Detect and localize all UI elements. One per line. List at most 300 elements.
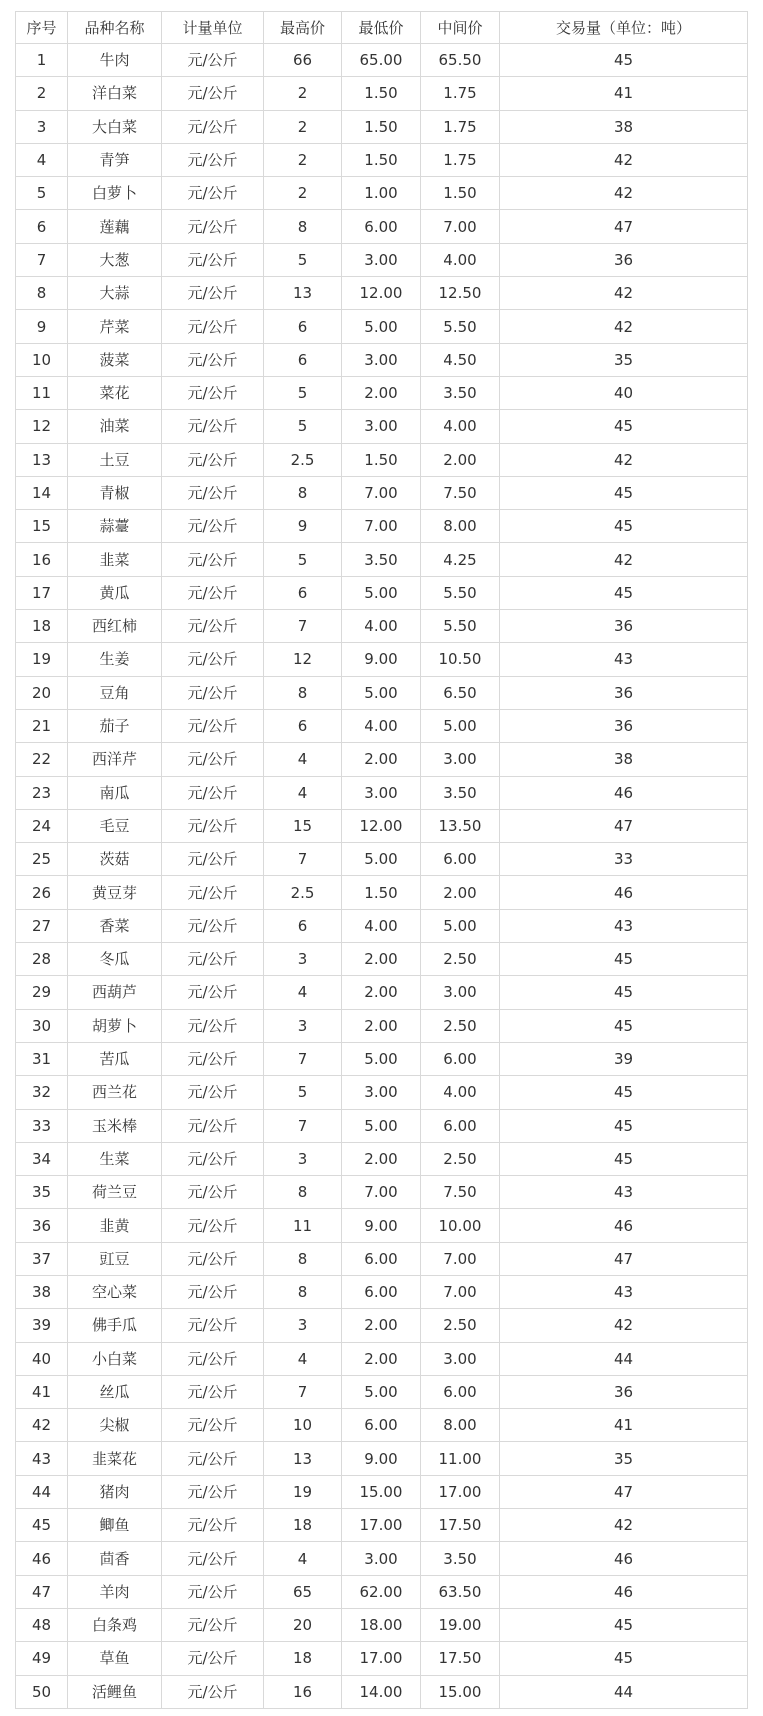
cell-variety-name: 土豆 xyxy=(68,443,162,476)
table-row xyxy=(16,1608,748,1641)
cell-mid-price: 4.50 xyxy=(421,343,500,376)
cell-variety-name: 丝瓜 xyxy=(68,1375,162,1408)
cell-mid-price: 2.50 xyxy=(421,1009,500,1042)
cell-max-price: 4 xyxy=(264,743,342,776)
cell-min-price: 2.00 xyxy=(342,1009,421,1042)
cell-min-price: 5.00 xyxy=(342,1375,421,1408)
cell-variety-name: 鲫鱼 xyxy=(68,1509,162,1542)
cell-variety-name: 西兰花 xyxy=(68,1076,162,1109)
cell-index: 49 xyxy=(16,1642,68,1675)
cell-index: 27 xyxy=(16,909,68,942)
cell-max-price: 5 xyxy=(264,410,342,443)
cell-volume: 40 xyxy=(500,376,748,409)
cell-index: 3 xyxy=(16,110,68,143)
cell-mid-price: 3.00 xyxy=(421,1342,500,1375)
cell-unit: 元/公斤 xyxy=(162,1375,264,1408)
cell-max-price: 2 xyxy=(264,77,342,110)
table-row xyxy=(16,44,748,77)
cell-unit: 元/公斤 xyxy=(162,743,264,776)
cell-max-price: 9 xyxy=(264,510,342,543)
cell-mid-price: 7.00 xyxy=(421,1242,500,1275)
cell-volume: 39 xyxy=(500,1042,748,1075)
cell-unit: 元/公斤 xyxy=(162,1109,264,1142)
cell-unit: 元/公斤 xyxy=(162,1275,264,1308)
cell-variety-name: 茴香 xyxy=(68,1542,162,1575)
cell-volume: 38 xyxy=(500,743,748,776)
cell-volume: 43 xyxy=(500,909,748,942)
cell-variety-name: 生菜 xyxy=(68,1142,162,1175)
cell-min-price: 6.00 xyxy=(342,210,421,243)
cell-max-price: 4 xyxy=(264,776,342,809)
cell-min-price: 6.00 xyxy=(342,1275,421,1308)
cell-max-price: 7 xyxy=(264,1375,342,1408)
cell-index: 16 xyxy=(16,543,68,576)
cell-volume: 35 xyxy=(500,343,748,376)
cell-volume: 46 xyxy=(500,1209,748,1242)
cell-unit: 元/公斤 xyxy=(162,776,264,809)
cell-mid-price: 12.50 xyxy=(421,277,500,310)
cell-max-price: 3 xyxy=(264,1142,342,1175)
cell-index: 40 xyxy=(16,1342,68,1375)
cell-volume: 36 xyxy=(500,243,748,276)
cell-mid-price: 6.00 xyxy=(421,1375,500,1408)
price-table-container xyxy=(15,11,747,1709)
cell-min-price: 1.50 xyxy=(342,443,421,476)
cell-max-price: 8 xyxy=(264,210,342,243)
cell-max-price: 6 xyxy=(264,909,342,942)
cell-variety-name: 猪肉 xyxy=(68,1475,162,1508)
cell-min-price: 12.00 xyxy=(342,809,421,842)
cell-mid-price: 1.75 xyxy=(421,143,500,176)
cell-unit: 元/公斤 xyxy=(162,510,264,543)
table-row xyxy=(16,876,748,909)
cell-min-price: 2.00 xyxy=(342,1309,421,1342)
cell-min-price: 3.00 xyxy=(342,1542,421,1575)
cell-index: 1 xyxy=(16,44,68,77)
table-row xyxy=(16,110,748,143)
cell-max-price: 12 xyxy=(264,643,342,676)
cell-variety-name: 佛手瓜 xyxy=(68,1309,162,1342)
table-row xyxy=(16,77,748,110)
cell-volume: 33 xyxy=(500,843,748,876)
cell-unit: 元/公斤 xyxy=(162,1209,264,1242)
cell-unit: 元/公斤 xyxy=(162,210,264,243)
cell-min-price: 2.00 xyxy=(342,1342,421,1375)
cell-min-price: 7.00 xyxy=(342,476,421,509)
cell-mid-price: 4.25 xyxy=(421,543,500,576)
cell-mid-price: 65.50 xyxy=(421,44,500,77)
cell-max-price: 4 xyxy=(264,1542,342,1575)
cell-variety-name: 莲藕 xyxy=(68,210,162,243)
cell-min-price: 6.00 xyxy=(342,1242,421,1275)
cell-volume: 46 xyxy=(500,876,748,909)
cell-variety-name: 西葫芦 xyxy=(68,976,162,1009)
cell-volume: 42 xyxy=(500,1509,748,1542)
table-row xyxy=(16,343,748,376)
cell-index: 25 xyxy=(16,843,68,876)
cell-unit: 元/公斤 xyxy=(162,243,264,276)
cell-max-price: 2 xyxy=(264,143,342,176)
cell-unit: 元/公斤 xyxy=(162,143,264,176)
table-row xyxy=(16,610,748,643)
cell-index: 29 xyxy=(16,976,68,1009)
cell-mid-price: 6.50 xyxy=(421,676,500,709)
cell-volume: 45 xyxy=(500,476,748,509)
cell-min-price: 4.00 xyxy=(342,709,421,742)
table-row xyxy=(16,376,748,409)
cell-unit: 元/公斤 xyxy=(162,1642,264,1675)
table-row xyxy=(16,1542,748,1575)
cell-mid-price: 3.00 xyxy=(421,976,500,1009)
cell-index: 4 xyxy=(16,143,68,176)
cell-volume: 36 xyxy=(500,709,748,742)
cell-variety-name: 生姜 xyxy=(68,643,162,676)
cell-index: 45 xyxy=(16,1509,68,1542)
cell-variety-name: 活鲤鱼 xyxy=(68,1675,162,1708)
table-row xyxy=(16,310,748,343)
header-mid-price: 中间价 xyxy=(421,12,500,44)
cell-max-price: 8 xyxy=(264,676,342,709)
cell-max-price: 8 xyxy=(264,1176,342,1209)
table-row xyxy=(16,1309,748,1342)
cell-mid-price: 17.50 xyxy=(421,1642,500,1675)
cell-volume: 42 xyxy=(500,543,748,576)
table-row xyxy=(16,1475,748,1508)
cell-unit: 元/公斤 xyxy=(162,1076,264,1109)
cell-unit: 元/公斤 xyxy=(162,610,264,643)
cell-variety-name: 韭菜 xyxy=(68,543,162,576)
cell-mid-price: 1.75 xyxy=(421,110,500,143)
price-table xyxy=(15,11,748,1709)
cell-min-price: 5.00 xyxy=(342,1042,421,1075)
cell-mid-price: 7.00 xyxy=(421,1275,500,1308)
table-row xyxy=(16,1242,748,1275)
cell-volume: 43 xyxy=(500,643,748,676)
cell-index: 22 xyxy=(16,743,68,776)
cell-max-price: 8 xyxy=(264,1242,342,1275)
cell-min-price: 6.00 xyxy=(342,1409,421,1442)
cell-max-price: 7 xyxy=(264,843,342,876)
table-row xyxy=(16,1375,748,1408)
cell-variety-name: 青笋 xyxy=(68,143,162,176)
cell-variety-name: 冬瓜 xyxy=(68,943,162,976)
table-row xyxy=(16,1176,748,1209)
cell-mid-price: 17.00 xyxy=(421,1475,500,1508)
cell-max-price: 20 xyxy=(264,1608,342,1641)
cell-index: 24 xyxy=(16,809,68,842)
cell-volume: 36 xyxy=(500,1375,748,1408)
cell-unit: 元/公斤 xyxy=(162,410,264,443)
cell-mid-price: 4.00 xyxy=(421,243,500,276)
cell-volume: 35 xyxy=(500,1442,748,1475)
table-row xyxy=(16,909,748,942)
cell-max-price: 3 xyxy=(264,943,342,976)
cell-max-price: 7 xyxy=(264,1109,342,1142)
cell-unit: 元/公斤 xyxy=(162,1675,264,1708)
header-min-price: 最低价 xyxy=(342,12,421,44)
cell-min-price: 9.00 xyxy=(342,643,421,676)
cell-volume: 45 xyxy=(500,1142,748,1175)
cell-index: 26 xyxy=(16,876,68,909)
cell-max-price: 16 xyxy=(264,1675,342,1708)
cell-max-price: 4 xyxy=(264,1342,342,1375)
cell-mid-price: 11.00 xyxy=(421,1442,500,1475)
cell-mid-price: 17.50 xyxy=(421,1509,500,1542)
cell-index: 31 xyxy=(16,1042,68,1075)
table-row xyxy=(16,476,748,509)
cell-unit: 元/公斤 xyxy=(162,876,264,909)
cell-variety-name: 白萝卜 xyxy=(68,177,162,210)
cell-index: 50 xyxy=(16,1675,68,1708)
cell-variety-name: 菜花 xyxy=(68,376,162,409)
cell-mid-price: 1.75 xyxy=(421,77,500,110)
cell-variety-name: 大白菜 xyxy=(68,110,162,143)
cell-variety-name: 韭黄 xyxy=(68,1209,162,1242)
cell-unit: 元/公斤 xyxy=(162,277,264,310)
table-row xyxy=(16,1042,748,1075)
cell-index: 17 xyxy=(16,576,68,609)
cell-index: 47 xyxy=(16,1575,68,1608)
table-row xyxy=(16,1509,748,1542)
cell-min-price: 3.50 xyxy=(342,543,421,576)
cell-variety-name: 尖椒 xyxy=(68,1409,162,1442)
cell-volume: 45 xyxy=(500,576,748,609)
cell-variety-name: 茄子 xyxy=(68,709,162,742)
cell-min-price: 2.00 xyxy=(342,743,421,776)
cell-variety-name: 草鱼 xyxy=(68,1642,162,1675)
cell-max-price: 5 xyxy=(264,243,342,276)
cell-mid-price: 2.00 xyxy=(421,443,500,476)
cell-unit: 元/公斤 xyxy=(162,1409,264,1442)
cell-min-price: 1.00 xyxy=(342,177,421,210)
cell-min-price: 18.00 xyxy=(342,1608,421,1641)
cell-unit: 元/公斤 xyxy=(162,443,264,476)
cell-mid-price: 2.00 xyxy=(421,876,500,909)
cell-volume: 45 xyxy=(500,1608,748,1641)
table-body xyxy=(16,44,748,1709)
cell-max-price: 2.5 xyxy=(264,443,342,476)
table-row xyxy=(16,443,748,476)
cell-mid-price: 10.50 xyxy=(421,643,500,676)
cell-unit: 元/公斤 xyxy=(162,1042,264,1075)
cell-volume: 45 xyxy=(500,1109,748,1142)
cell-min-price: 1.50 xyxy=(342,110,421,143)
cell-volume: 47 xyxy=(500,1242,748,1275)
cell-min-price: 7.00 xyxy=(342,1176,421,1209)
cell-volume: 45 xyxy=(500,943,748,976)
cell-index: 34 xyxy=(16,1142,68,1175)
cell-unit: 元/公斤 xyxy=(162,576,264,609)
cell-unit: 元/公斤 xyxy=(162,1542,264,1575)
cell-volume: 42 xyxy=(500,310,748,343)
table-row xyxy=(16,1275,748,1308)
cell-min-price: 1.50 xyxy=(342,143,421,176)
cell-index: 39 xyxy=(16,1309,68,1342)
cell-max-price: 18 xyxy=(264,1642,342,1675)
cell-volume: 45 xyxy=(500,976,748,1009)
cell-index: 43 xyxy=(16,1442,68,1475)
cell-min-price: 3.00 xyxy=(342,1076,421,1109)
cell-min-price: 5.00 xyxy=(342,676,421,709)
cell-min-price: 3.00 xyxy=(342,776,421,809)
table-row xyxy=(16,576,748,609)
cell-variety-name: 蒜薹 xyxy=(68,510,162,543)
cell-mid-price: 5.50 xyxy=(421,310,500,343)
cell-unit: 元/公斤 xyxy=(162,476,264,509)
cell-variety-name: 白条鸡 xyxy=(68,1608,162,1641)
table-row xyxy=(16,676,748,709)
cell-max-price: 6 xyxy=(264,310,342,343)
cell-mid-price: 2.50 xyxy=(421,943,500,976)
table-row xyxy=(16,709,748,742)
cell-volume: 41 xyxy=(500,77,748,110)
cell-min-price: 12.00 xyxy=(342,277,421,310)
cell-max-price: 2 xyxy=(264,110,342,143)
cell-index: 12 xyxy=(16,410,68,443)
cell-variety-name: 茨菇 xyxy=(68,843,162,876)
header-variety-name: 品种名称 xyxy=(68,12,162,44)
cell-unit: 元/公斤 xyxy=(162,909,264,942)
cell-variety-name: 黄豆芽 xyxy=(68,876,162,909)
cell-min-price: 5.00 xyxy=(342,1109,421,1142)
cell-mid-price: 7.50 xyxy=(421,1176,500,1209)
cell-index: 9 xyxy=(16,310,68,343)
cell-max-price: 6 xyxy=(264,576,342,609)
table-row xyxy=(16,410,748,443)
cell-unit: 元/公斤 xyxy=(162,809,264,842)
cell-volume: 41 xyxy=(500,1409,748,1442)
cell-max-price: 10 xyxy=(264,1409,342,1442)
cell-index: 8 xyxy=(16,277,68,310)
cell-index: 5 xyxy=(16,177,68,210)
cell-min-price: 2.00 xyxy=(342,1142,421,1175)
cell-index: 41 xyxy=(16,1375,68,1408)
cell-mid-price: 7.00 xyxy=(421,210,500,243)
cell-variety-name: 西红柿 xyxy=(68,610,162,643)
cell-mid-price: 63.50 xyxy=(421,1575,500,1608)
cell-unit: 元/公斤 xyxy=(162,310,264,343)
cell-mid-price: 13.50 xyxy=(421,809,500,842)
cell-max-price: 15 xyxy=(264,809,342,842)
cell-unit: 元/公斤 xyxy=(162,543,264,576)
cell-min-price: 62.00 xyxy=(342,1575,421,1608)
cell-min-price: 15.00 xyxy=(342,1475,421,1508)
cell-min-price: 2.00 xyxy=(342,943,421,976)
cell-max-price: 7 xyxy=(264,610,342,643)
cell-variety-name: 青椒 xyxy=(68,476,162,509)
cell-index: 37 xyxy=(16,1242,68,1275)
cell-min-price: 3.00 xyxy=(342,243,421,276)
table-row xyxy=(16,510,748,543)
cell-mid-price: 5.00 xyxy=(421,709,500,742)
cell-mid-price: 15.00 xyxy=(421,1675,500,1708)
cell-index: 46 xyxy=(16,1542,68,1575)
cell-variety-name: 牛肉 xyxy=(68,44,162,77)
cell-variety-name: 豇豆 xyxy=(68,1242,162,1275)
cell-volume: 45 xyxy=(500,1009,748,1042)
cell-variety-name: 羊肉 xyxy=(68,1575,162,1608)
table-header-row xyxy=(16,12,748,44)
cell-index: 14 xyxy=(16,476,68,509)
cell-unit: 元/公斤 xyxy=(162,1509,264,1542)
table-row xyxy=(16,1109,748,1142)
cell-volume: 47 xyxy=(500,1475,748,1508)
header-unit: 计量单位 xyxy=(162,12,264,44)
table-row xyxy=(16,1076,748,1109)
cell-index: 44 xyxy=(16,1475,68,1508)
cell-min-price: 4.00 xyxy=(342,610,421,643)
cell-min-price: 1.50 xyxy=(342,876,421,909)
cell-mid-price: 6.00 xyxy=(421,1109,500,1142)
cell-unit: 元/公斤 xyxy=(162,376,264,409)
cell-index: 21 xyxy=(16,709,68,742)
cell-min-price: 5.00 xyxy=(342,576,421,609)
cell-volume: 42 xyxy=(500,443,748,476)
cell-max-price: 6 xyxy=(264,343,342,376)
header-volume: 交易量（单位：吨） xyxy=(500,12,748,44)
cell-mid-price: 2.50 xyxy=(421,1309,500,1342)
cell-min-price: 65.00 xyxy=(342,44,421,77)
table-row xyxy=(16,143,748,176)
cell-min-price: 7.00 xyxy=(342,510,421,543)
cell-index: 13 xyxy=(16,443,68,476)
table-row xyxy=(16,1209,748,1242)
table-row xyxy=(16,1642,748,1675)
cell-mid-price: 8.00 xyxy=(421,1409,500,1442)
table-row xyxy=(16,543,748,576)
cell-variety-name: 玉米棒 xyxy=(68,1109,162,1142)
cell-volume: 47 xyxy=(500,809,748,842)
cell-volume: 42 xyxy=(500,143,748,176)
cell-max-price: 2 xyxy=(264,177,342,210)
table-row xyxy=(16,1409,748,1442)
cell-index: 28 xyxy=(16,943,68,976)
cell-variety-name: 洋白菜 xyxy=(68,77,162,110)
cell-unit: 元/公斤 xyxy=(162,976,264,1009)
cell-max-price: 5 xyxy=(264,543,342,576)
cell-min-price: 2.00 xyxy=(342,976,421,1009)
cell-min-price: 5.00 xyxy=(342,843,421,876)
cell-max-price: 13 xyxy=(264,1442,342,1475)
cell-min-price: 14.00 xyxy=(342,1675,421,1708)
cell-mid-price: 5.50 xyxy=(421,576,500,609)
cell-unit: 元/公斤 xyxy=(162,44,264,77)
table-row xyxy=(16,743,748,776)
cell-variety-name: 大葱 xyxy=(68,243,162,276)
cell-unit: 元/公斤 xyxy=(162,1475,264,1508)
cell-unit: 元/公斤 xyxy=(162,1575,264,1608)
cell-variety-name: 毛豆 xyxy=(68,809,162,842)
cell-unit: 元/公斤 xyxy=(162,1309,264,1342)
cell-unit: 元/公斤 xyxy=(162,709,264,742)
cell-volume: 42 xyxy=(500,177,748,210)
cell-max-price: 11 xyxy=(264,1209,342,1242)
cell-variety-name: 菠菜 xyxy=(68,343,162,376)
cell-max-price: 19 xyxy=(264,1475,342,1508)
cell-index: 18 xyxy=(16,610,68,643)
cell-index: 20 xyxy=(16,676,68,709)
cell-max-price: 65 xyxy=(264,1575,342,1608)
cell-max-price: 18 xyxy=(264,1509,342,1542)
cell-volume: 43 xyxy=(500,1275,748,1308)
cell-min-price: 17.00 xyxy=(342,1509,421,1542)
cell-unit: 元/公斤 xyxy=(162,1176,264,1209)
cell-unit: 元/公斤 xyxy=(162,843,264,876)
cell-variety-name: 西洋芹 xyxy=(68,743,162,776)
cell-index: 42 xyxy=(16,1409,68,1442)
cell-mid-price: 1.50 xyxy=(421,177,500,210)
cell-unit: 元/公斤 xyxy=(162,110,264,143)
